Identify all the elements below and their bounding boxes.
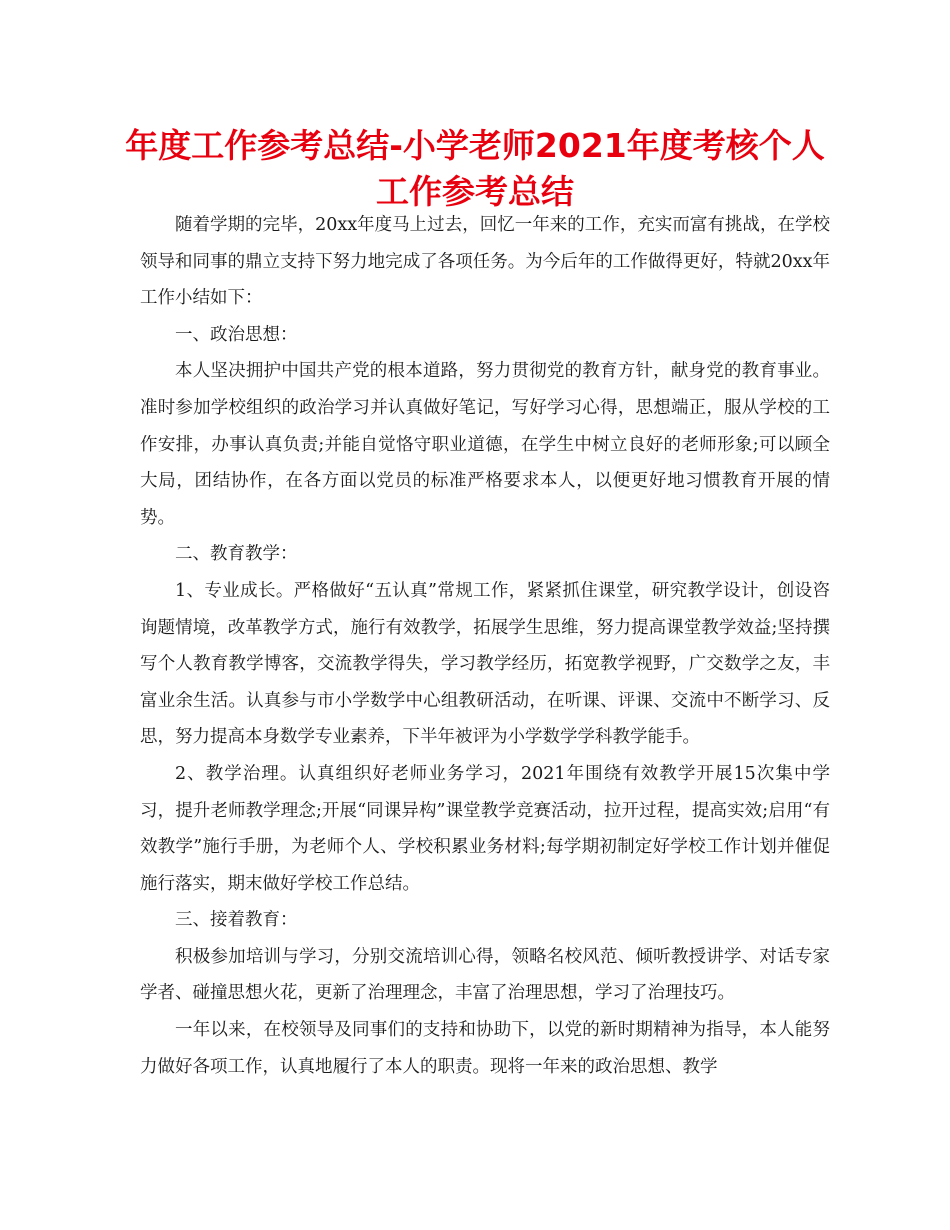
- politics-paragraph: 本人坚决拥护中国共产党的根本道路，努力贯彻党的教育方针，献身党的教育事业。准时参加学校组织的政治学习并认真做好笔记，写好学习心得，思想端正，服从学校的工作安排，办事认真负责;并能自觉恪守职业道德，在学生中树立良好的老师形象;可以顾全大局，团结协作，在各方面以党员的标准严格要求本人，以便更好地习惯教育开展的情势。: [140, 361, 830, 528]
- section-heading-continuing-education: 三、接着教育：: [175, 910, 298, 931]
- document-body: [140, 207, 830, 1085]
- teaching-management-paragraph: 2、教学治理。认真组织好老师业务学习，2021年围绕有效教学开展15次集中学习，提升老师教学理念;开展“同课异构”课堂教学竞赛活动，拉开过程，提高实效;启用“有效教学”施行手册，为老师个人、学校积累业务材料;每学期初制定好学校工作计划并催促施行落实，期末做好学校工作总结。: [140, 763, 830, 894]
- training-paragraph: 积极参加培训与学习，分别交流培训心得，领略名校风范、倾听教授讲学、对话专家学者、碰撞思想火花，更新了治理理念，丰富了治理思想，学习了治理技巧。: [140, 946, 830, 1004]
- professional-growth-paragraph: 1、专业成长。严格做好“五认真”常规工作，紧紧抓住课堂，研究教学设计，创设咨询题情境，改革教学方式，施行有效教学，拓展学生思维，努力提高课堂教学效益;坚持撰写个人教育教学博客，交流教学得失，学习教学经历，拓宽教学视野，广交数学之友，丰富业余生活。认真参与市小学数学中心组教研活动，在听课、评课、交流中不断学习、反思，努力提高本身数学专业素养，下半年被评为小学数学学科教学能手。: [140, 580, 830, 748]
- document-title-line-1: 年度工作参考总结-小学老师2021年度考核个人: [125, 126, 825, 165]
- closing-paragraph: 一年以来，在校领导及同事们的支持和协助下，以党的新时期精神为指导，本人能努力做好各项工作，认真地履行了本人的职责。现将一年来的政治思想、教学: [140, 1020, 830, 1077]
- section-heading-politics: 一、政治思想：: [175, 324, 298, 345]
- document-title-line-2: 工作参考总结: [376, 172, 574, 211]
- section-heading-teaching: 二、教育教学：: [175, 544, 298, 565]
- intro-paragraph: 随着学期的完毕，20xx年度马上过去，回忆一年来的工作，充实而富有挑战，在学校领导和同事的鼎立支持下努力地完成了各项任务。为今后年的工作做得更好，特就20xx年工作小结如下：: [140, 215, 830, 309]
